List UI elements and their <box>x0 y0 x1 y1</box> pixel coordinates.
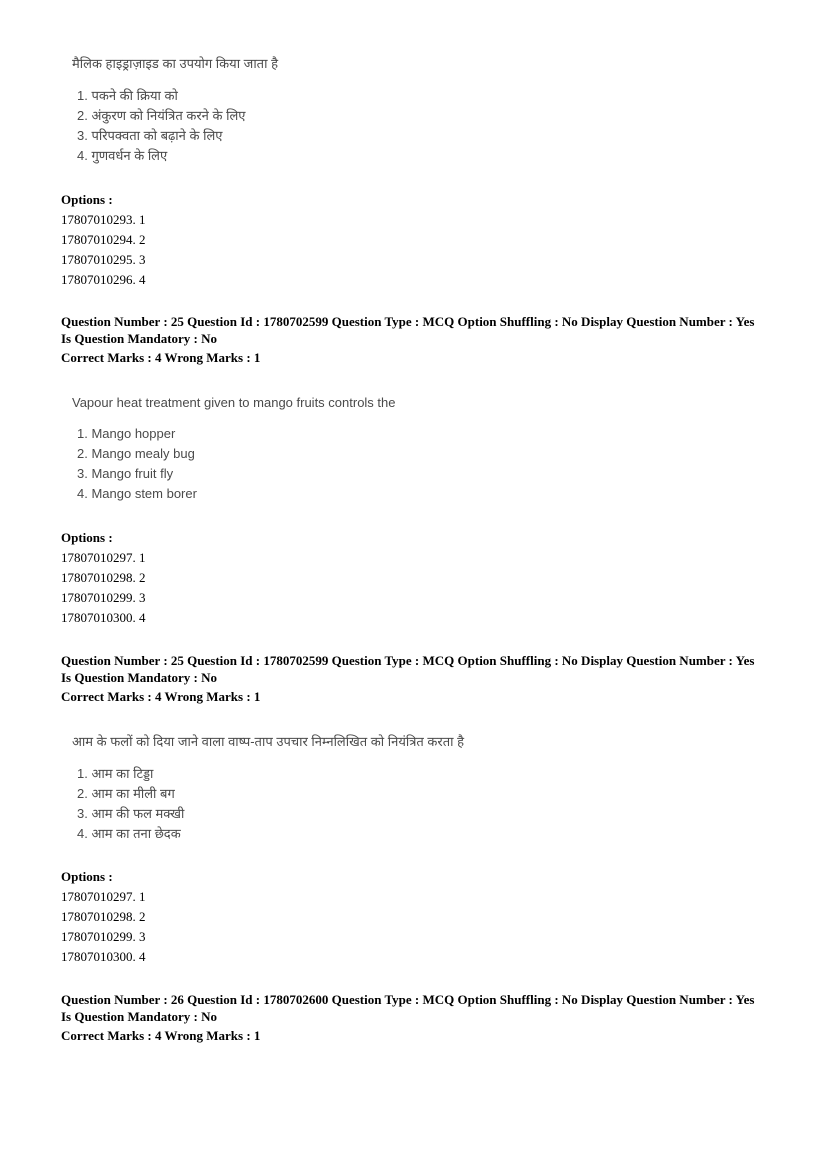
choice-item: 2. Mango mealy bug <box>77 446 195 461</box>
option-row: 17807010297. 1 <box>61 550 146 565</box>
options-label: Options : <box>61 192 113 207</box>
option-row: 17807010293. 1 <box>61 212 146 227</box>
options-label: Options : <box>61 530 113 545</box>
options-block <box>61 867 146 967</box>
question-meta <box>61 991 781 1044</box>
choice-item: 4. Mango stem borer <box>77 486 197 501</box>
option-row: 17807010300. 4 <box>61 949 146 964</box>
option-row: 17807010298. 2 <box>61 570 146 585</box>
question-meta <box>61 313 781 366</box>
option-row: 17807010296. 4 <box>61 272 146 287</box>
choice-item: 3. Mango fruit fly <box>77 466 174 481</box>
question-image <box>72 732 464 846</box>
option-row: 17807010299. 3 <box>61 590 146 605</box>
options-block <box>61 528 146 628</box>
choice-item: 1. पकने की क्रिया को <box>77 88 178 103</box>
choice-list <box>72 766 464 842</box>
choice-item: 1. आम का टिड्डा <box>77 766 154 781</box>
question-meta <box>61 652 781 705</box>
question-image <box>72 54 278 168</box>
options-block <box>61 190 146 290</box>
option-row: 17807010297. 1 <box>61 889 146 904</box>
option-row: 17807010298. 2 <box>61 909 146 924</box>
choice-item: 4. गुणवर्धन के लिए <box>77 148 168 163</box>
question-marks: Correct Marks : 4 Wrong Marks : 1 <box>61 350 261 365</box>
options-label: Options : <box>61 869 113 884</box>
question-image <box>72 395 396 506</box>
choice-item: 3. आम की फल मक्खी <box>77 806 185 821</box>
question-mandatory: Is Question Mandatory : No <box>61 1009 218 1024</box>
question-meta-line: Question Number : 26 Question Id : 1780702600 Question Type : MCQ Option Shuffling : No Display Question Number : Yes <box>61 992 755 1007</box>
question-mandatory: Is Question Mandatory : No <box>61 670 218 685</box>
question-stem: Vapour heat treatment given to mango fruits controls the <box>72 395 396 410</box>
choice-list <box>72 426 396 502</box>
question-marks: Correct Marks : 4 Wrong Marks : 1 <box>61 689 261 704</box>
choice-item: 1. Mango hopper <box>77 426 176 441</box>
choice-item: 4. आम का तना छेदक <box>77 826 181 841</box>
choice-list <box>72 88 278 164</box>
option-row: 17807010295. 3 <box>61 252 146 267</box>
question-marks: Correct Marks : 4 Wrong Marks : 1 <box>61 1028 261 1043</box>
question-meta-line: Question Number : 25 Question Id : 1780702599 Question Type : MCQ Option Shuffling : No Display Question Number : Yes <box>61 653 755 668</box>
option-row: 17807010299. 3 <box>61 929 146 944</box>
choice-item: 2. आम का मीली बग <box>77 786 175 801</box>
question-meta-line: Question Number : 25 Question Id : 1780702599 Question Type : MCQ Option Shuffling : No Display Question Number : Yes <box>61 314 755 329</box>
choice-item: 3. परिपक्वता को बढ़ाने के लिए <box>77 128 223 143</box>
question-stem: आम के फलों को दिया जाने वाला वाष्प-ताप उपचार निम्नलिखित को नियंत्रित करता है <box>72 734 465 749</box>
question-mandatory: Is Question Mandatory : No <box>61 331 218 346</box>
question-stem: मैलिक हाइड्राज़ाइड का उपयोग किया जाता है <box>72 56 278 71</box>
option-row: 17807010300. 4 <box>61 610 146 625</box>
choice-item: 2. अंकुरण को नियंत्रित करने के लिए <box>77 108 246 123</box>
option-row: 17807010294. 2 <box>61 232 146 247</box>
